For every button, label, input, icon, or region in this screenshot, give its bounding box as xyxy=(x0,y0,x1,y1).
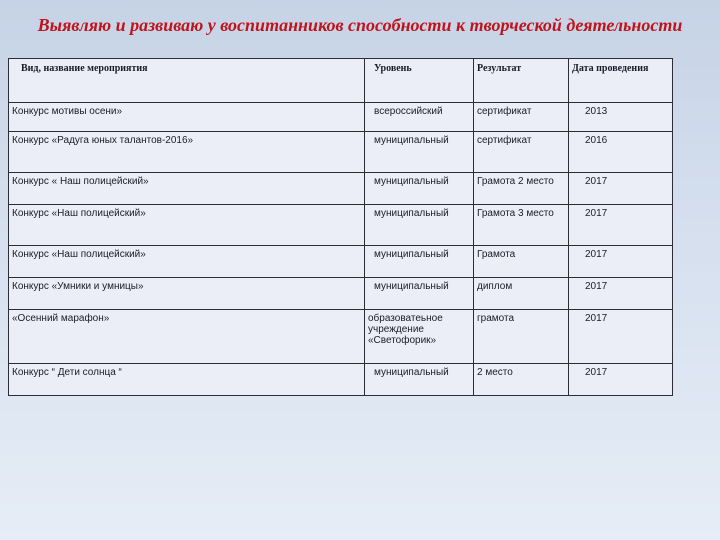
table-row xyxy=(9,278,673,310)
cell-event-name: Конкурс «Умники и умницы» xyxy=(9,278,365,310)
table-row xyxy=(9,205,673,246)
cell-date: 2017 xyxy=(569,310,673,364)
cell-level: муниципальный xyxy=(365,205,474,246)
cell-event-name: Конкурс “ Дети солнца “ xyxy=(9,364,365,396)
cell-result: Грамота 2 место xyxy=(474,173,569,205)
header-level: Уровень xyxy=(365,59,474,103)
cell-result: 2 место xyxy=(474,364,569,396)
cell-level: муниципальный xyxy=(365,278,474,310)
cell-date: 2017 xyxy=(569,364,673,396)
cell-date: 2017 xyxy=(569,205,673,246)
header-result: Результат xyxy=(474,59,569,103)
cell-event-name: Конкурс «Наш полицейский» xyxy=(9,246,365,278)
cell-level: муниципальный xyxy=(365,246,474,278)
header-date: Дата проведения xyxy=(569,59,673,103)
cell-event-name: Конкурс «Радуга юных талантов-2016» xyxy=(9,132,365,173)
cell-date: 2016 xyxy=(569,132,673,173)
cell-result: Грамота 3 место xyxy=(474,205,569,246)
cell-date: 2013 xyxy=(569,103,673,132)
cell-event-name: Конкурс « Наш полицейский» xyxy=(9,173,365,205)
cell-event-name: «Осенний марафон» xyxy=(9,310,365,364)
cell-result: сертификат xyxy=(474,132,569,173)
table-row xyxy=(9,173,673,205)
cell-result: сертификат xyxy=(474,103,569,132)
table-row xyxy=(9,364,673,396)
events-table xyxy=(8,58,673,396)
cell-date: 2017 xyxy=(569,278,673,310)
events-table-container xyxy=(8,58,672,396)
cell-level: образоватеьное учреждение «Светофорик» xyxy=(365,310,474,364)
cell-event-name: Конкурс «Наш полицейский» xyxy=(9,205,365,246)
cell-date: 2017 xyxy=(569,246,673,278)
cell-result: диплом xyxy=(474,278,569,310)
table-row xyxy=(9,103,673,132)
cell-result: Грамота xyxy=(474,246,569,278)
table-header-row xyxy=(9,59,673,103)
table-row xyxy=(9,310,673,364)
cell-date: 2017 xyxy=(569,173,673,205)
cell-level: муниципальный xyxy=(365,173,474,205)
cell-event-name: Конкурс мотивы осени» xyxy=(9,103,365,132)
cell-result: грамота xyxy=(474,310,569,364)
cell-level: всероссийский xyxy=(365,103,474,132)
cell-level: муниципальный xyxy=(365,132,474,173)
table-row xyxy=(9,246,673,278)
table-row xyxy=(9,132,673,173)
header-event-name: Вид, название мероприятия xyxy=(9,59,365,103)
page-title: Выявляю и развиваю у воспитанников способности к творческой деятельности xyxy=(37,15,683,35)
cell-level: муниципальный xyxy=(365,364,474,396)
